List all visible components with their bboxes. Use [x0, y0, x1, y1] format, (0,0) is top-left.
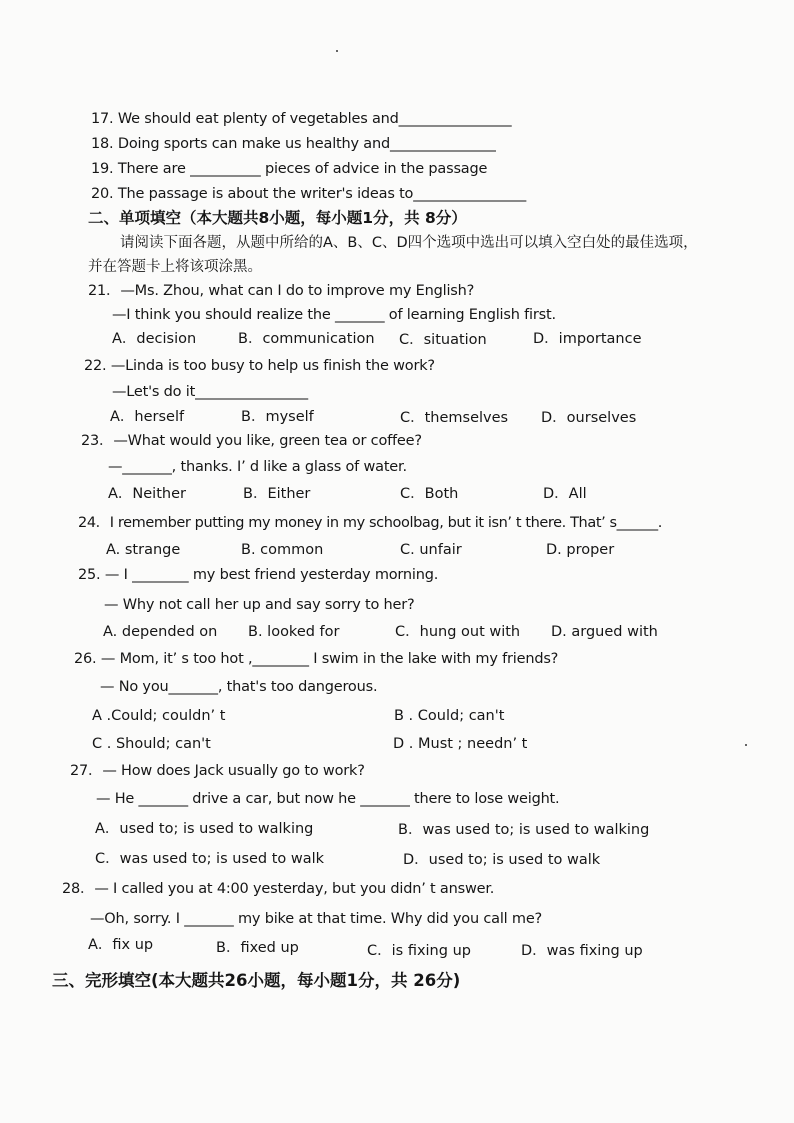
option-24-c: C. unfair — [400, 542, 462, 558]
question-26: 26. — Mom, it’ s too hot ,________ I swim in the lake with my friends? — [74, 651, 559, 667]
scan-speck — [336, 50, 338, 52]
section-2-instruction: 请阅读下面各题，从题中所给的A、B、C、D四个选项中选出可以填入空白处的最佳选项， — [120, 235, 698, 251]
option-28-c: C．is fixing up — [367, 943, 471, 959]
option-21-c: C．situation — [399, 332, 487, 348]
question-25-reply: — Why not call her up and say sorry to her? — [104, 597, 415, 613]
fill-item-19: 19. There are __________ pieces of advice in the passage — [91, 161, 488, 177]
question-28: 28．— I called you at 4:00 yesterday, but you didn’ t answer. — [62, 881, 495, 897]
option-28-d: D．was fixing up — [521, 943, 643, 959]
option-28-a: A．fix up — [88, 937, 154, 953]
option-24-b: B. common — [241, 542, 324, 558]
option-22-c: C．themselves — [400, 410, 509, 426]
question-26-reply: — No you_______, that's too dangerous. — [100, 679, 378, 695]
option-21-a: A．decision — [112, 331, 197, 347]
question-23: 23．—What would you like, green tea or coffee? — [81, 433, 422, 449]
option-28-b: B．fixed up — [216, 940, 299, 956]
question-25: 25. — I ________ my best friend yesterday morning. — [78, 567, 439, 583]
option-23-d: D．All — [543, 486, 587, 502]
question-22-reply: —Let's do it________________ — [112, 384, 308, 400]
option-23-c: C．Both — [400, 486, 459, 502]
option-25-d: D. argued with — [551, 624, 658, 640]
fill-item-17: 17. We should eat plenty of vegetables and________________ — [91, 111, 512, 127]
option-26-b: B . Could; can't — [394, 708, 505, 724]
option-22-a: A．herself — [110, 409, 185, 425]
option-22-b: B．myself — [241, 409, 314, 425]
option-22-d: D．ourselves — [541, 410, 637, 426]
option-27-a: A．used to; is used to walking — [95, 821, 314, 837]
fill-item-20: 20. The passage is about the writer's ideas to________________ — [91, 186, 527, 202]
option-26-a: A .Could; couldn’ t — [92, 708, 226, 724]
option-25-b: B. looked for — [248, 624, 340, 640]
scan-speck — [745, 744, 747, 746]
option-23-a: A．Neither — [108, 486, 186, 502]
question-23-reply: —_______, thanks. I’ d like a glass of water. — [108, 459, 407, 475]
question-27-reply: — He _______ drive a car, but now he _______ there to lose weight. — [96, 791, 560, 807]
option-26-c: C . Should; can't — [92, 736, 211, 752]
question-21: 21．—Ms. Zhou, what can I do to improve my English? — [88, 283, 475, 299]
section-2-heading: 二、单项填空（本大题共8小题，每小题1分，共 8分） — [88, 209, 467, 227]
option-27-b: B．was used to; is used to walking — [398, 822, 650, 838]
question-24: 24．I remember putting my money in my schoolbag, but it isn’ t there. That’ s______. — [78, 515, 662, 531]
option-21-b: B．communication — [238, 331, 375, 347]
option-21-d: D．importance — [533, 331, 642, 347]
question-21-reply: —I think you should realize the _______ of learning English first. — [112, 307, 556, 323]
option-23-b: B．Either — [243, 486, 311, 502]
section-3-heading: 三、完形填空(本大题共26小题，每小题1分，共 26分) — [52, 971, 461, 990]
question-28-reply: —Oh, sorry. I _______ my bike at that time. Why did you call me? — [90, 911, 543, 927]
fill-item-18: 18. Doing sports can make us healthy and_______________ — [91, 136, 496, 152]
option-25-a: A. depended on — [103, 624, 218, 640]
option-24-d: D. proper — [546, 542, 615, 558]
option-27-c: C．was used to; is used to walk — [95, 851, 325, 867]
option-27-d: D．used to; is used to walk — [403, 852, 601, 868]
section-2-instruction-cont: 并在答题卡上将该项涂黑。 — [88, 259, 262, 275]
question-27: 27．— How does Jack usually go to work? — [70, 763, 365, 779]
option-26-d: D . Must ; needn’ t — [393, 736, 528, 752]
option-24-a: A. strange — [106, 542, 181, 558]
question-22: 22. —Linda is too busy to help us finish the work? — [84, 358, 435, 374]
option-25-c: C．hung out with — [395, 624, 521, 640]
